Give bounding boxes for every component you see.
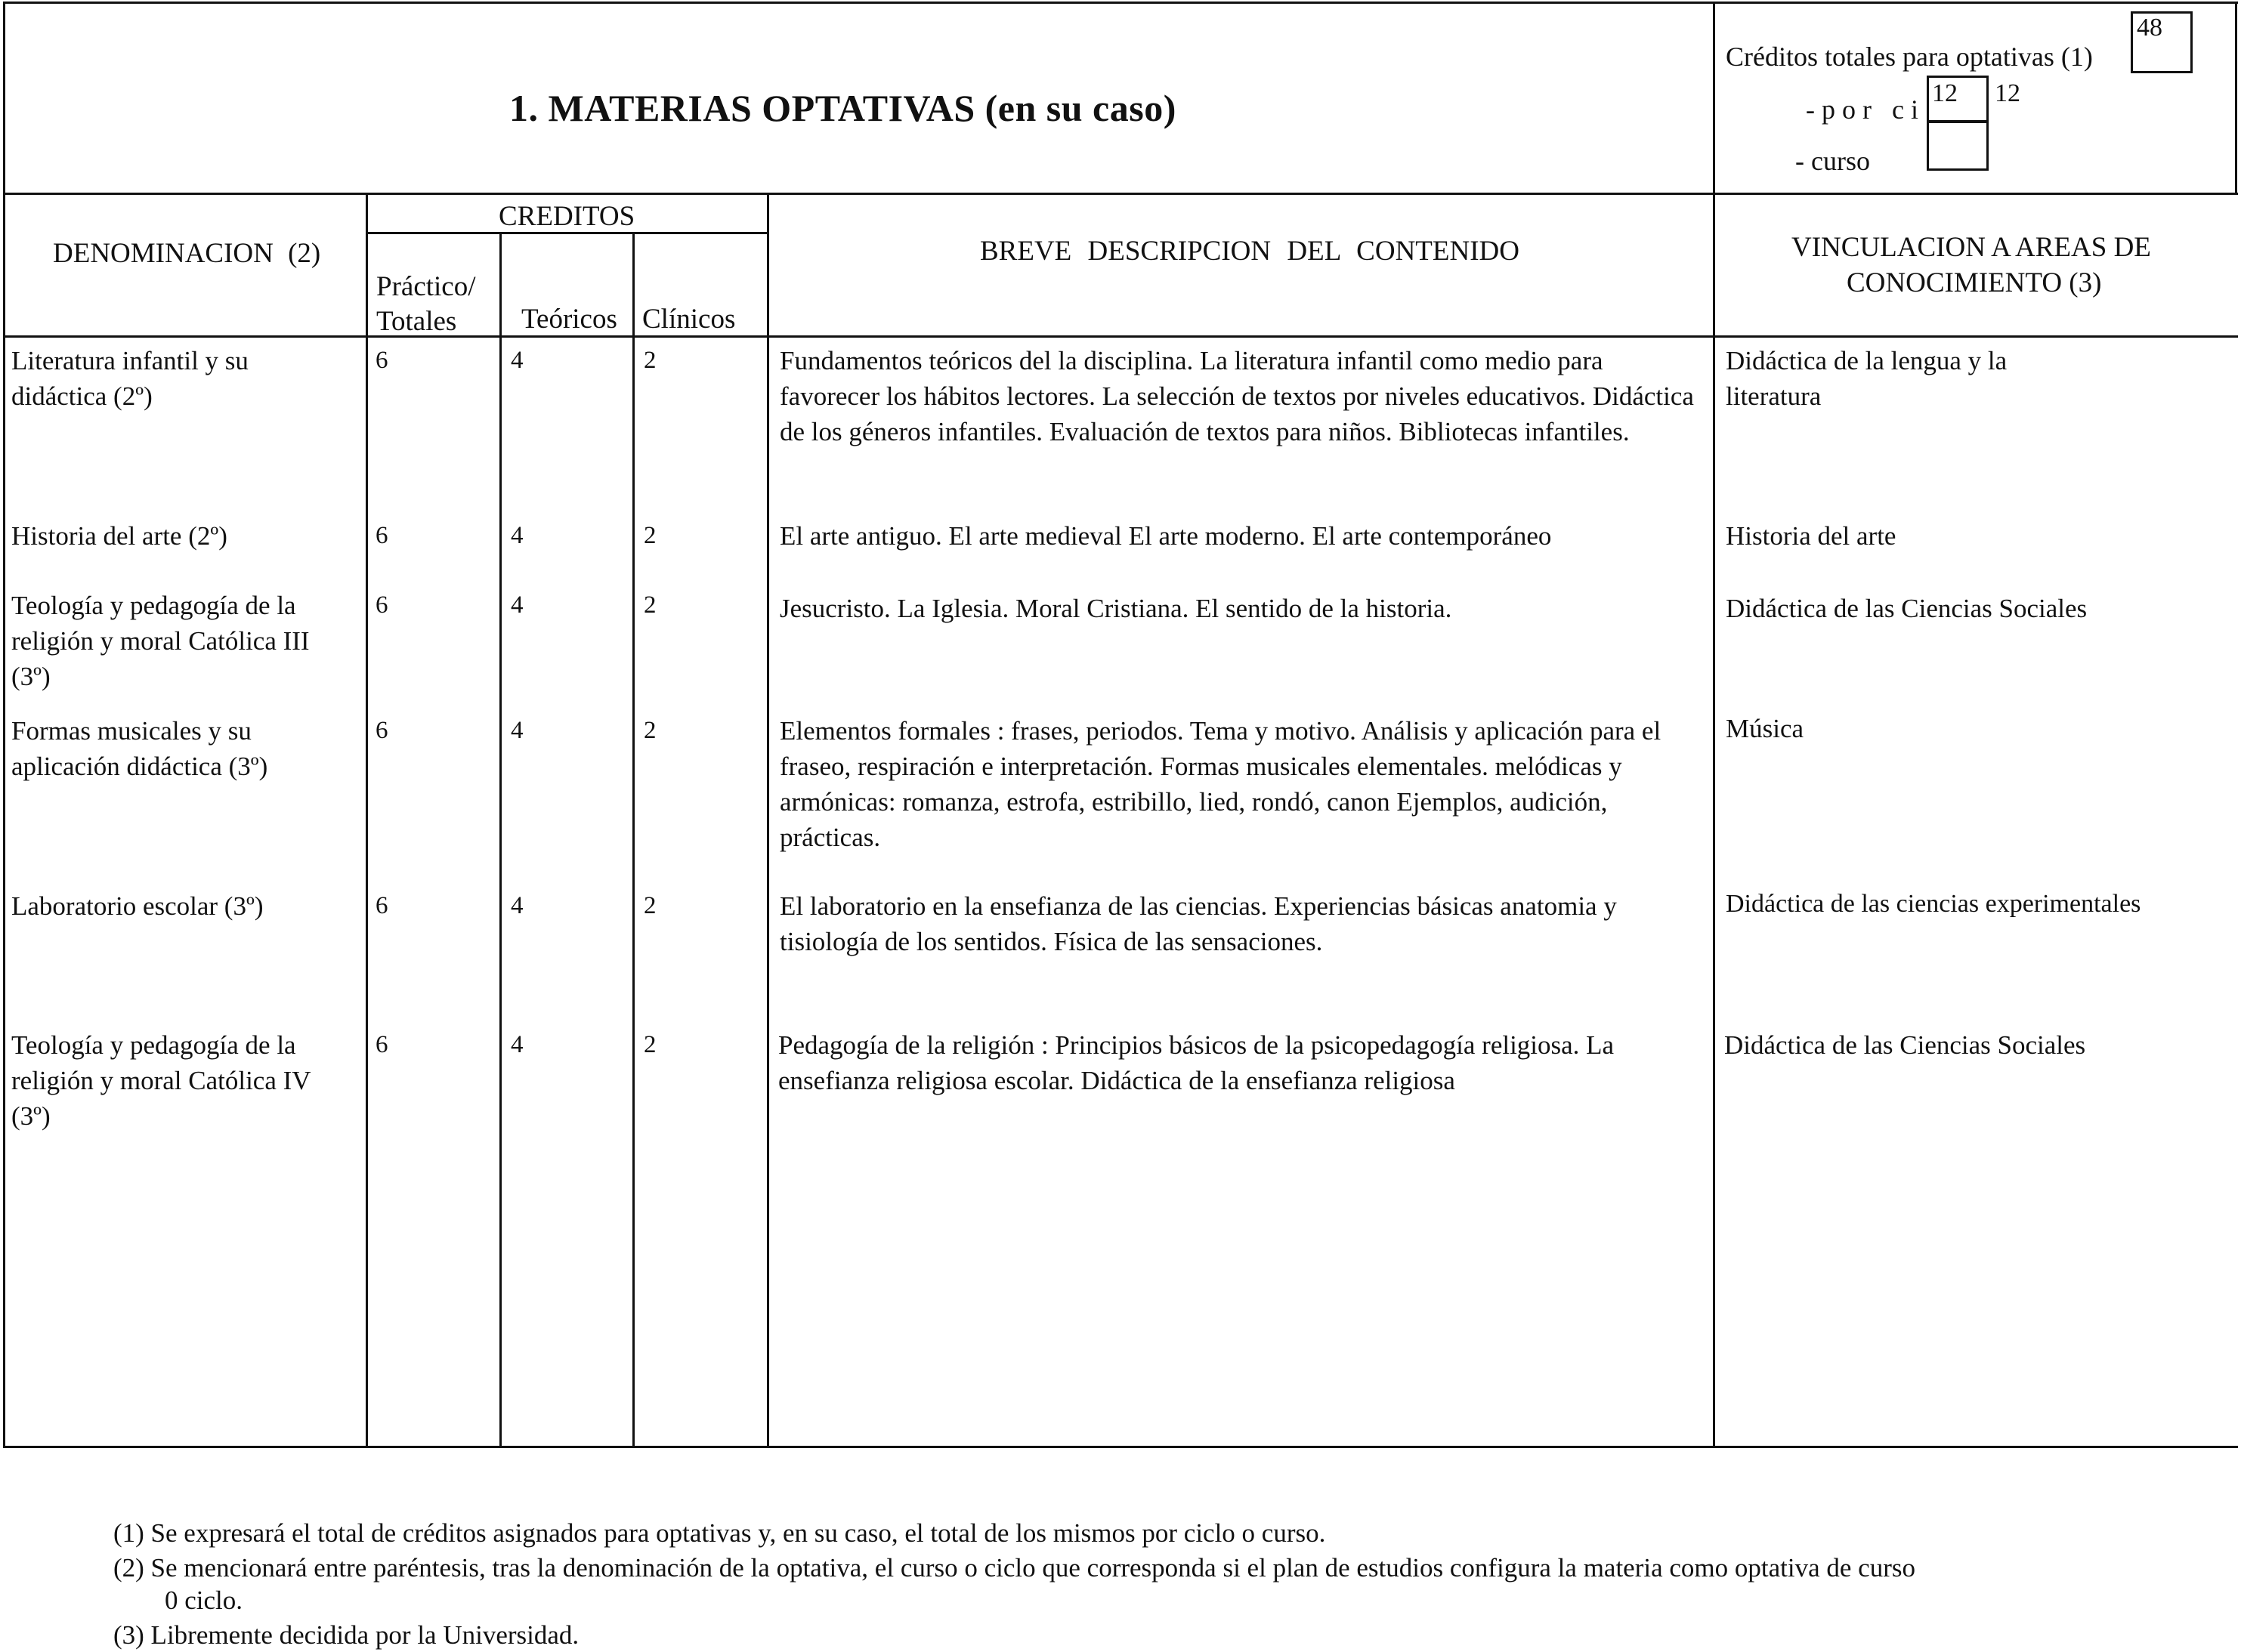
col-divider-teoricos [632, 233, 635, 1448]
per-course-label: - curso [1795, 146, 1870, 176]
credits-total-value: 48 [2137, 14, 2162, 42]
column-header-divider [3, 335, 2238, 338]
table-row-2-description: El arte antiguo. El arte medieval El arte moderno. El arte contemporáneo [780, 521, 1552, 551]
table-row-2-name: Historia del arte (2º) [11, 521, 227, 551]
table-row-5-description: El laboratorio en la ensefianza de las ciencias. Experiencias básicas anatomia y tisiología de los sentidos. Física de las sensaciones. [780, 891, 1617, 956]
table-row-2-area: Historia del arte [1726, 521, 1896, 551]
table-row-3-totales: 6 [376, 591, 388, 619]
col-header-teoricos: Teóricos [521, 304, 617, 335]
col-header-descripcion: BREVE DESCRIPCION DEL CONTENIDO [980, 236, 1519, 267]
footnote-2-continuation: 0 ciclo. [165, 1586, 243, 1615]
table-row-4-area: Música [1726, 714, 1804, 743]
footnote-1: (1) Se expresará el total de créditos asignados para optativas y, en su caso, el total de los mismos por ciclo o curso. [113, 1518, 1326, 1548]
col-header-vinculacion-line2: CONOCIMIENTO (3) [1847, 267, 2102, 298]
table-row-3-teoricos: 4 [511, 591, 524, 619]
table-row-4-teoricos: 4 [511, 717, 524, 744]
table-row-4-clinicos: 2 [644, 717, 657, 744]
per-course-box [1927, 121, 1989, 171]
table-row-3-area: Didáctica de las Ciencias Sociales [1726, 594, 2088, 623]
table-row-1-totales: 6 [376, 347, 388, 374]
col-header-vinculacion-line1: VINCULACION A AREAS DE [1791, 232, 2151, 263]
table-row-2-teoricos: 4 [511, 522, 524, 549]
col-header-creditos: CREDITOS [499, 201, 635, 232]
col-divider-clinicos [767, 195, 769, 1448]
table-row-6-name: Teología y pedagogía de la religión y moral Católica IV (3º) [11, 1030, 311, 1131]
table-border-bottom [3, 1446, 2238, 1448]
credits-box-divider [1713, 2, 1715, 1448]
table-row-2-clinicos: 2 [644, 522, 657, 549]
table-row-1-name: Literatura infantil y su didáctica (2º) [11, 346, 249, 411]
credits-total-label: Créditos totales para optativas (1) [1726, 42, 2093, 72]
table-row-6-area: Didáctica de las Ciencias Sociales [1724, 1030, 2086, 1060]
table-row-3-clinicos: 2 [644, 591, 657, 619]
table-row-6-clinicos: 2 [644, 1031, 657, 1058]
table-row-1-teoricos: 4 [511, 347, 524, 374]
table-border-left [3, 2, 5, 1448]
table-row-4-name: Formas musicales y su aplicación didáctica (3º) [11, 716, 268, 781]
table-row-3-description: Jesucristo. La Iglesia. Moral Cristiana. El sentido de la historia. [780, 594, 1452, 623]
per-cycle-value: 12 [1932, 79, 1958, 107]
header-divider [3, 193, 2238, 195]
col-header-clinicos: Clínicos [642, 304, 736, 335]
col-header-totales-line1: Práctico/ [376, 271, 476, 302]
col-divider-totales [499, 233, 502, 1448]
footnote-2: (2) Se mencionará entre paréntesis, tras la denominación de la optativa, el curso o ciclo que corresponda si el plan de estudios configura la materia como optativa de curso [113, 1553, 1915, 1583]
col-header-totales-line2: Totales [376, 306, 457, 337]
table-row-5-name: Laboratorio escolar (3º) [11, 891, 264, 921]
per-cycle-label: -por ci [1806, 94, 1925, 125]
table-row-1-area: Didáctica de la lengua y la literatura [1726, 346, 2008, 411]
page-title: 1. MATERIAS OPTATIVAS (en su caso) [509, 87, 1176, 129]
footnote-3: (3) Libremente decidida por la Universidad. [113, 1620, 580, 1650]
table-row-2-totales: 6 [376, 522, 388, 549]
table-row-6-teoricos: 4 [511, 1031, 524, 1058]
table-row-6-description: Pedagogía de la religión : Principios básicos de la psicopedagogía religiosa. La ensefianza religiosa escolar. Didáctica de la ensefianza religiosa [778, 1030, 1615, 1095]
col-header-denominacion: DENOMINACION (2) [53, 238, 321, 269]
table-row-5-area: Didáctica de las ciencias experimentales [1726, 890, 2141, 918]
table-border-top [3, 2, 2238, 4]
table-row-1-description: Fundamentos teóricos del la disciplina. La literatura infantil como medio para favorecer los hábitos lectores. La selección de textos por niveles educativos. Didáctica de los géneros infantiles. Evaluación de textos para niños. Bibliotecas infantiles. [780, 346, 1694, 446]
per-cycle-value-2: 12 [1995, 79, 2020, 107]
table-row-4-description: Elementos formales : frases, periodos. Tema y motivo. Análisis y aplicación para el fraseo, respiración e interpretación. Formas musicales elementales. melódicas y armónicas: romanza, estrofa, estribillo, lied, rondó, canon Ejemplos, audición, prácticas. [780, 716, 1661, 852]
table-row-5-clinicos: 2 [644, 892, 657, 919]
table-row-3-name: Teología y pedagogía de la religión y moral Católica III (3º) [11, 591, 310, 691]
table-row-5-teoricos: 4 [511, 892, 524, 919]
table-row-5-totales: 6 [376, 892, 388, 919]
col-divider-denominacion [366, 195, 368, 1448]
table-row-4-totales: 6 [376, 717, 388, 744]
table-border-right [2235, 2, 2237, 194]
table-row-6-totales: 6 [376, 1031, 388, 1058]
table-row-1-clinicos: 2 [644, 347, 657, 374]
